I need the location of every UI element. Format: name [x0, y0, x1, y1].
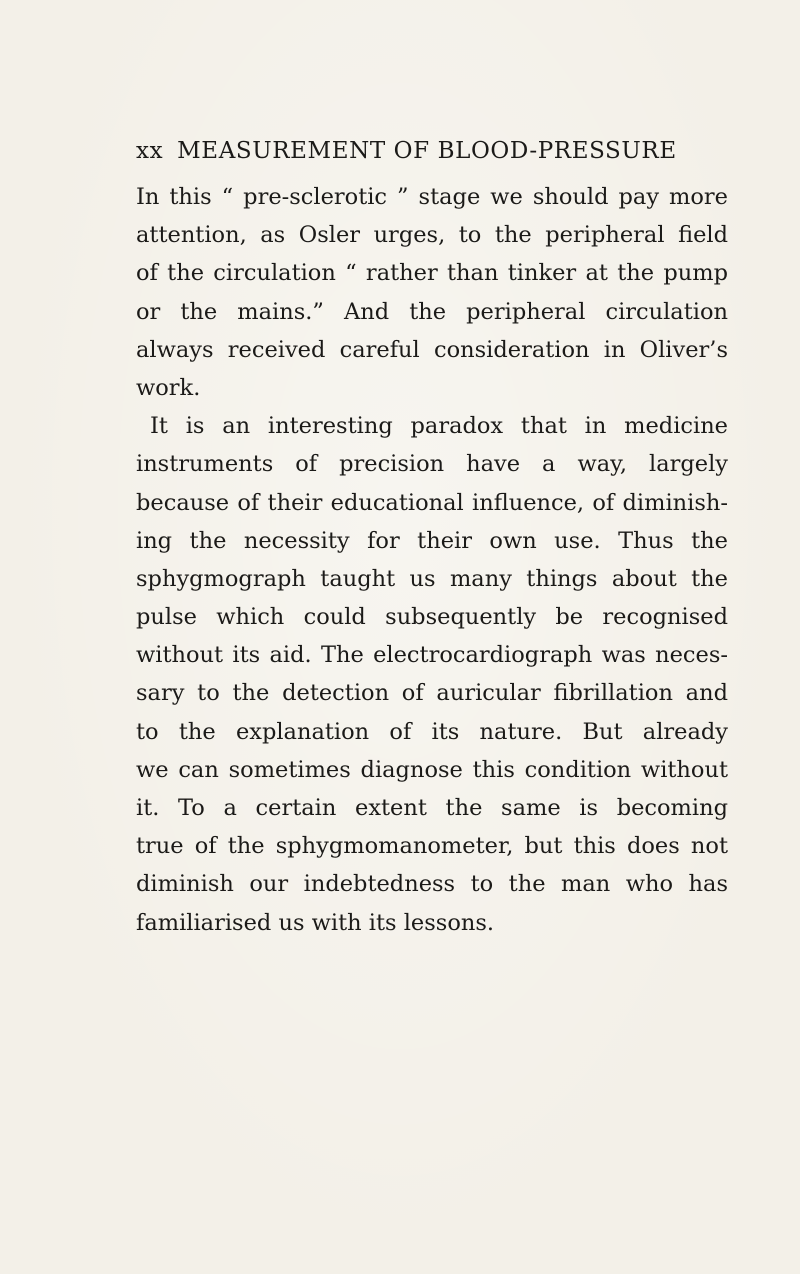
text-line: to the explanation of its nature. But already — [136, 718, 728, 745]
body-text — [136, 178, 728, 942]
text-line: pulse which could subsequently be recognised — [136, 604, 728, 631]
text-line: work. — [136, 374, 201, 401]
text-line: we can sometimes diagnose this condition without — [136, 756, 728, 783]
text-line: sphygmograph taught us many things about the — [136, 565, 728, 592]
text-line: attention, as Osler urges, to the peripheral field — [136, 222, 728, 249]
text-line: sary to the detection of auricular fibrillation and — [136, 680, 728, 707]
text-line: familiarised us with its lessons. — [136, 909, 495, 936]
text-line: In this “ pre-sclerotic ” stage we should pay more — [136, 184, 728, 210]
text-line: it. To a certain extent the same is becoming — [136, 795, 728, 821]
running-head-title: MEASUREMENT OF BLOOD-PRESSURE — [177, 138, 677, 164]
running-head — [136, 138, 726, 164]
text-line: diminish our indebtedness to the man who has — [136, 871, 728, 898]
text-line: or the mains.” And the peripheral circulation — [136, 298, 728, 325]
text-line: of the circulation “ rather than tinker at the pump — [136, 260, 728, 287]
text-line: without its aid. The electrocardiograph was neces- — [136, 642, 728, 669]
text-line: true of the sphygmomanometer, but this does not — [136, 833, 728, 860]
text-line: instruments of precision have a way, largely — [136, 451, 728, 478]
text-line: always received careful consideration in Oliver’s — [136, 336, 728, 363]
text-line: because of their educational influence, of diminish- — [136, 489, 728, 516]
page-number: xx — [136, 138, 164, 164]
text-line: ing the necessity for their own use. Thus the — [136, 527, 728, 554]
text-line: It is an interesting paradox that in medicine — [150, 413, 728, 440]
